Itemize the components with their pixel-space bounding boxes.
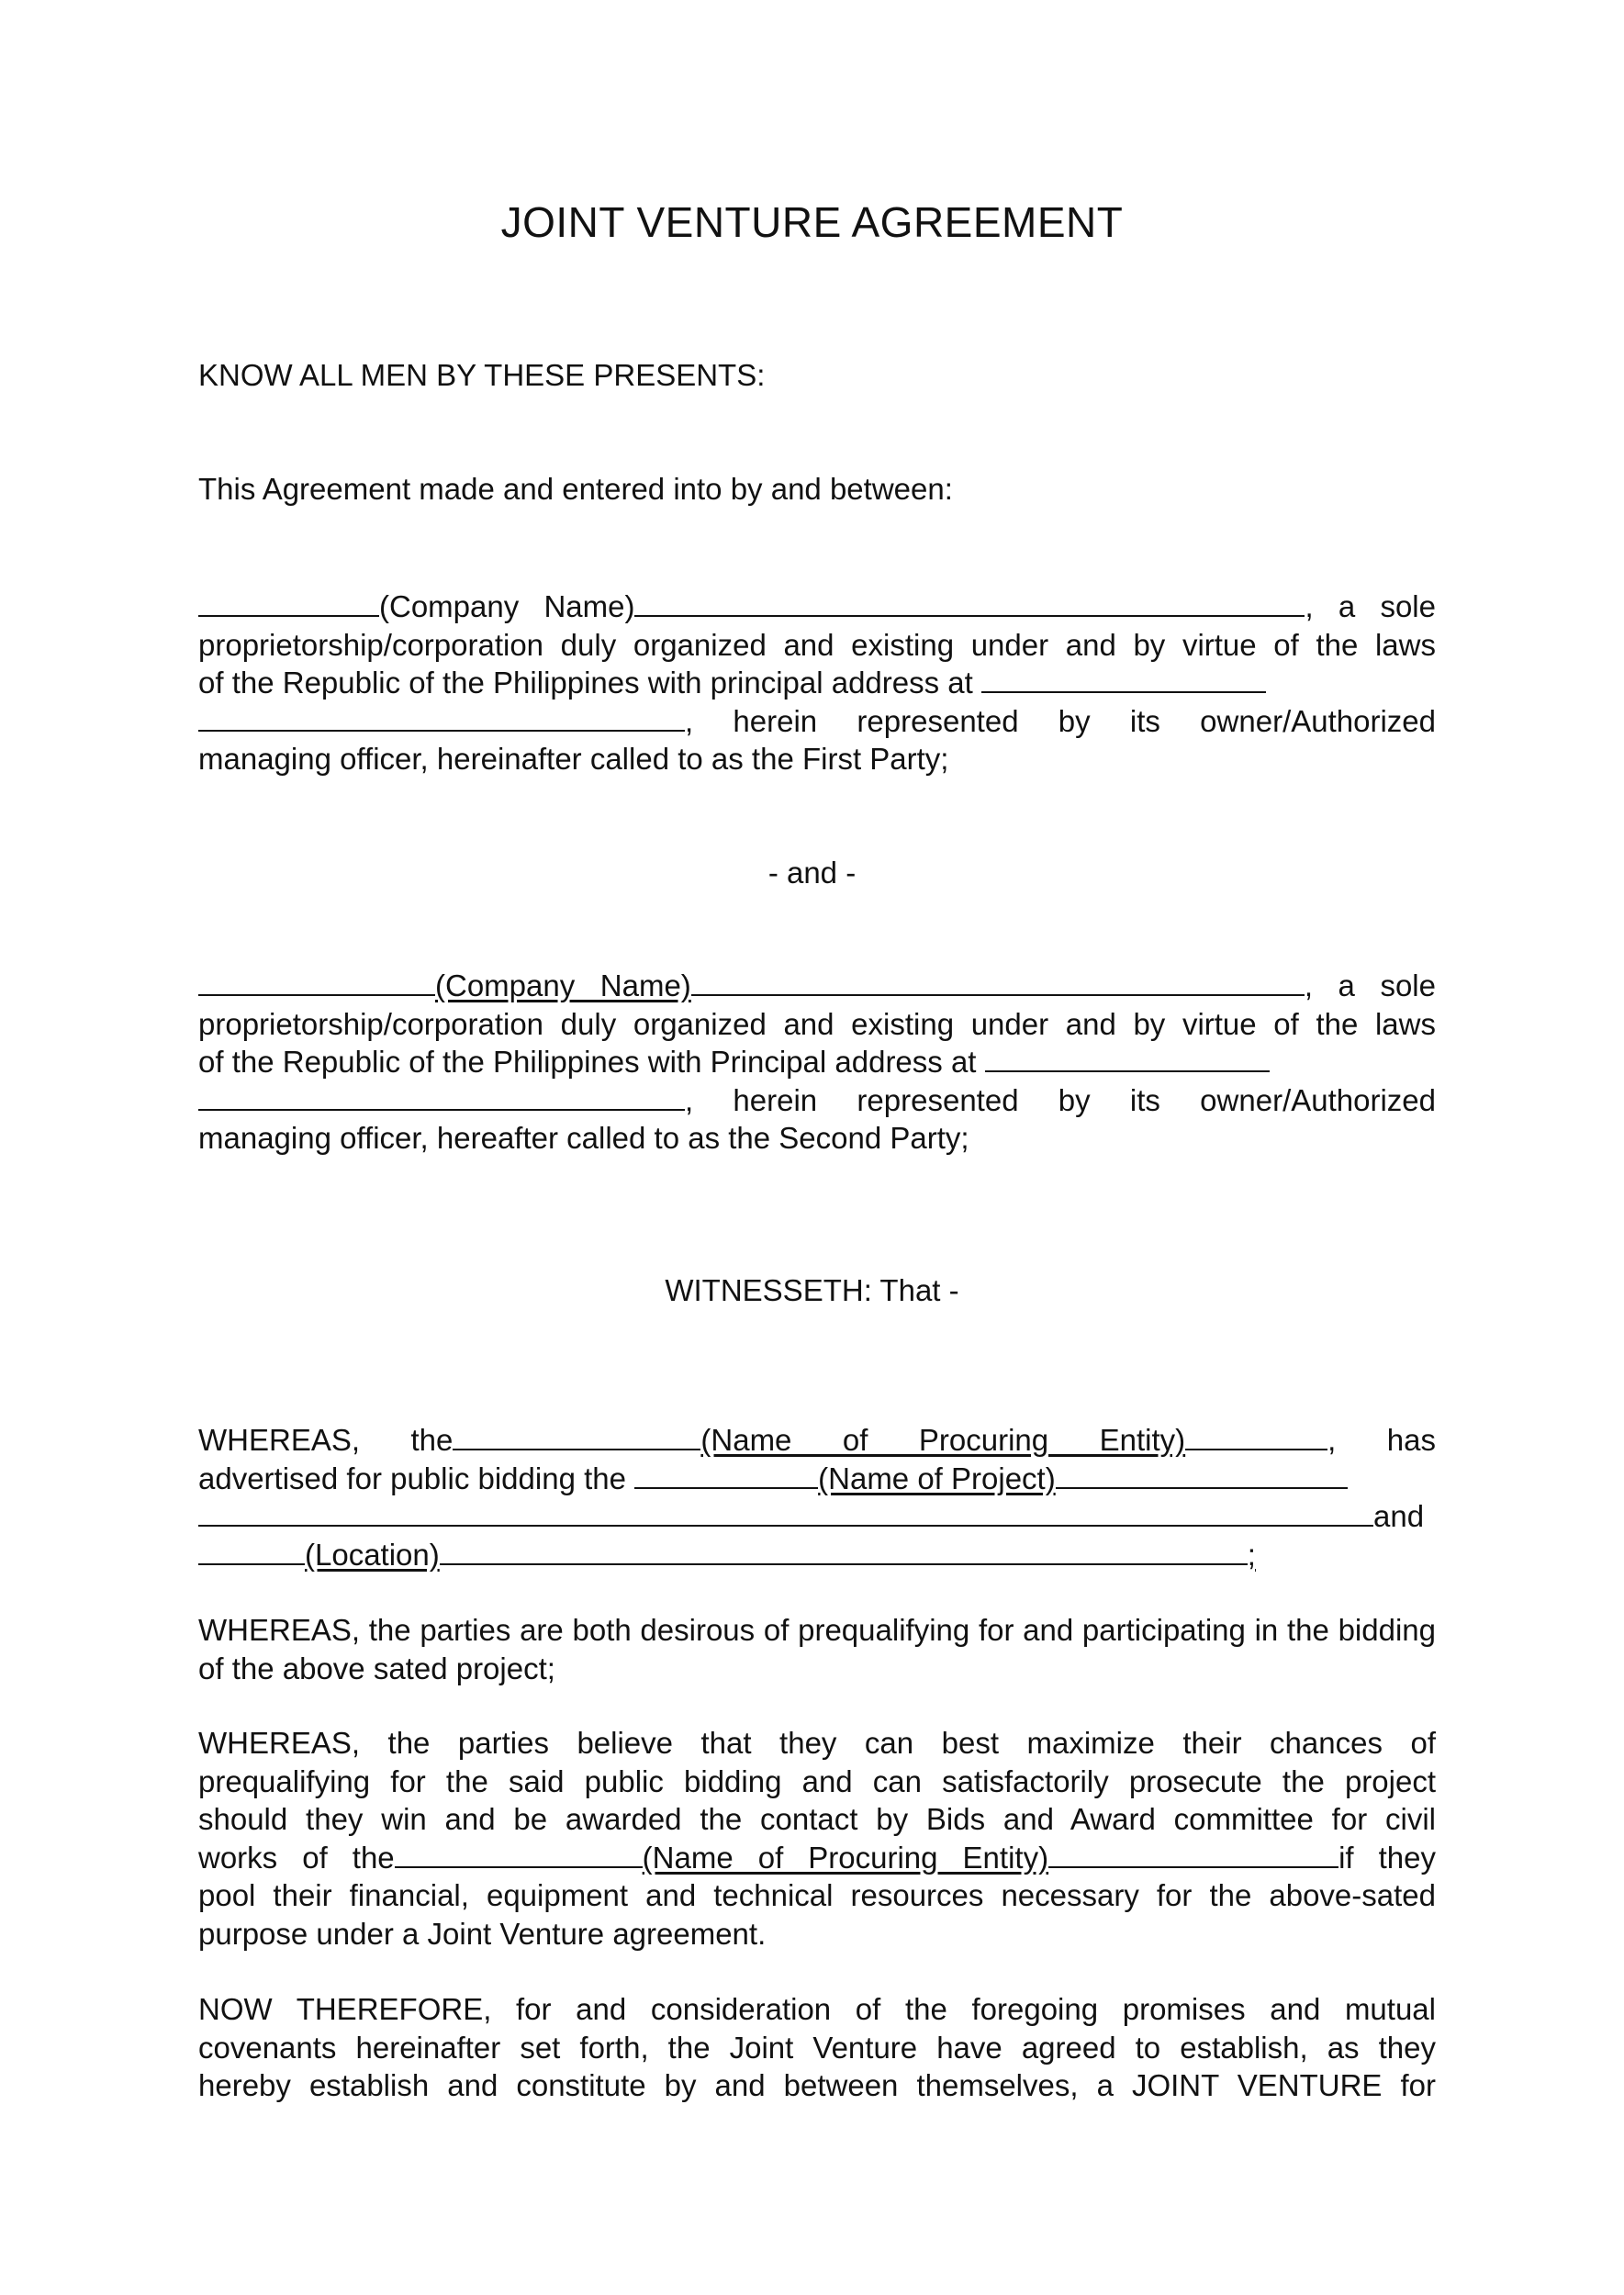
blank-line xyxy=(634,1460,818,1489)
now-therefore-line-2: covenants hereinafter set forth, the Joint Venture have agreed to establish, as they xyxy=(198,2030,1436,2065)
second-party-line-3 xyxy=(198,1043,1436,1081)
blank-line xyxy=(198,588,379,617)
document-title: JOINT VENTURE AGREEMENT xyxy=(500,198,1124,246)
first-party-line-5: managing officer, hereinafter called to as the First Party; xyxy=(198,742,949,776)
second-party-line-4 xyxy=(198,1081,1436,1120)
company-name-placeholder: (Company Name) xyxy=(435,968,691,1002)
whereas-3-line-5: pool their financial, equipment and technical resources necessary for the above-sated xyxy=(198,1878,1436,1912)
text-fragment: works of the xyxy=(198,1840,395,1875)
witnesseth-heading: WITNESSETH: That - xyxy=(665,1273,959,1307)
second-party-paragraph xyxy=(198,967,1436,1158)
procuring-entity-placeholder: (Name of Procuring Entity) xyxy=(642,1840,1049,1875)
now-therefore-line-3: hereby establish and constitute by and between themselves, a JOINT VENTURE for xyxy=(198,2068,1436,2102)
second-party-line-2: proprietorship/corporation duly organized and existing under and by virtue of the laws xyxy=(198,1006,1436,1041)
text-fragment: if they xyxy=(1338,1840,1436,1875)
now-therefore-line-1: NOW THEREFORE, for and consideration of the foregoing promises and mutual xyxy=(198,1992,1436,2026)
first-party-line-3 xyxy=(198,664,1436,702)
whereas-1-line-2 xyxy=(198,1460,1436,1498)
text-fragment: , herein represented by its owner/Authorized xyxy=(685,1082,1436,1117)
second-party-line-1 xyxy=(198,967,1436,1005)
intro-paragraph: This Agreement made and entered into by and between: xyxy=(198,472,953,506)
text-fragment: WHEREAS, the xyxy=(198,1423,454,1457)
whereas-3-line-4 xyxy=(198,1839,1436,1877)
blank-line xyxy=(440,1536,1248,1565)
text-fragment: , has xyxy=(1327,1423,1436,1457)
know-all-men-heading: KNOW ALL MEN BY THESE PRESENTS: xyxy=(198,358,766,392)
whereas-1-line-4 xyxy=(198,1536,1436,1574)
location-placeholder: (Location) xyxy=(305,1537,440,1572)
blank-line xyxy=(198,702,685,732)
blank-line xyxy=(634,588,1305,617)
text-fragment: , a sole xyxy=(1305,589,1436,623)
whereas-3-line-6: purpose under a Joint Venture agreement. xyxy=(198,1916,767,1951)
blank-line xyxy=(1048,1839,1338,1868)
blank-line xyxy=(198,967,435,996)
second-party-line-5: managing officer, hereafter called to as the Second Party; xyxy=(198,1121,969,1155)
blank-line xyxy=(453,1421,700,1450)
text-fragment: and xyxy=(1373,1499,1425,1533)
blank-line xyxy=(985,1043,1270,1072)
first-party-paragraph xyxy=(198,588,1436,778)
blank-line xyxy=(198,1081,685,1111)
procuring-entity-placeholder: (Name of Procuring Entity) xyxy=(700,1423,1186,1457)
company-name-placeholder: (Company Name) xyxy=(379,589,635,623)
whereas-1-line-3 xyxy=(198,1497,1436,1536)
text-fragment: of the Republic of the Philippines with Principal address at xyxy=(198,1045,977,1079)
whereas-1-paragraph xyxy=(198,1421,1436,1573)
first-party-line-1 xyxy=(198,588,1436,626)
text-fragment: , herein represented by its owner/Authorized xyxy=(685,703,1436,738)
blank-line xyxy=(1185,1421,1327,1450)
whereas-3-line-3: should they win and be awarded the contact by Bids and Award committee for civil xyxy=(198,1802,1436,1836)
project-name-placeholder: (Name of Project) xyxy=(818,1461,1056,1495)
blank-line xyxy=(198,1536,305,1565)
blank-line xyxy=(691,967,1305,996)
blank-line xyxy=(1056,1460,1348,1489)
blank-line xyxy=(395,1839,643,1868)
blank-line xyxy=(981,664,1266,693)
now-therefore-paragraph xyxy=(198,1990,1436,2105)
text-fragment: advertised for public bidding the xyxy=(198,1461,626,1495)
text-fragment: of the Republic of the Philippines with principal address at xyxy=(198,666,973,700)
whereas-2-paragraph: WHEREAS, the parties are both desirous of prequalifying for and participating in the bidding of the above sated project; xyxy=(198,1613,1436,1685)
first-party-line-2: proprietorship/corporation duly organized and existing under and by virtue of the laws xyxy=(198,627,1436,662)
whereas-3-paragraph xyxy=(198,1724,1436,1953)
whereas-3-line-1: WHEREAS, the parties believe that they can best maximize their chances of xyxy=(198,1726,1436,1760)
blank-line xyxy=(198,1497,1373,1527)
whereas-3-line-2: prequalifying for the said public bidding and can satisfactorily prosecute the project xyxy=(198,1763,1436,1798)
whereas-1-line-1 xyxy=(198,1421,1436,1460)
text-fragment: , a sole xyxy=(1304,968,1436,1002)
first-party-line-4 xyxy=(198,702,1436,741)
and-separator: - and - xyxy=(767,856,857,890)
text-fragment: ; xyxy=(1247,1537,1256,1572)
